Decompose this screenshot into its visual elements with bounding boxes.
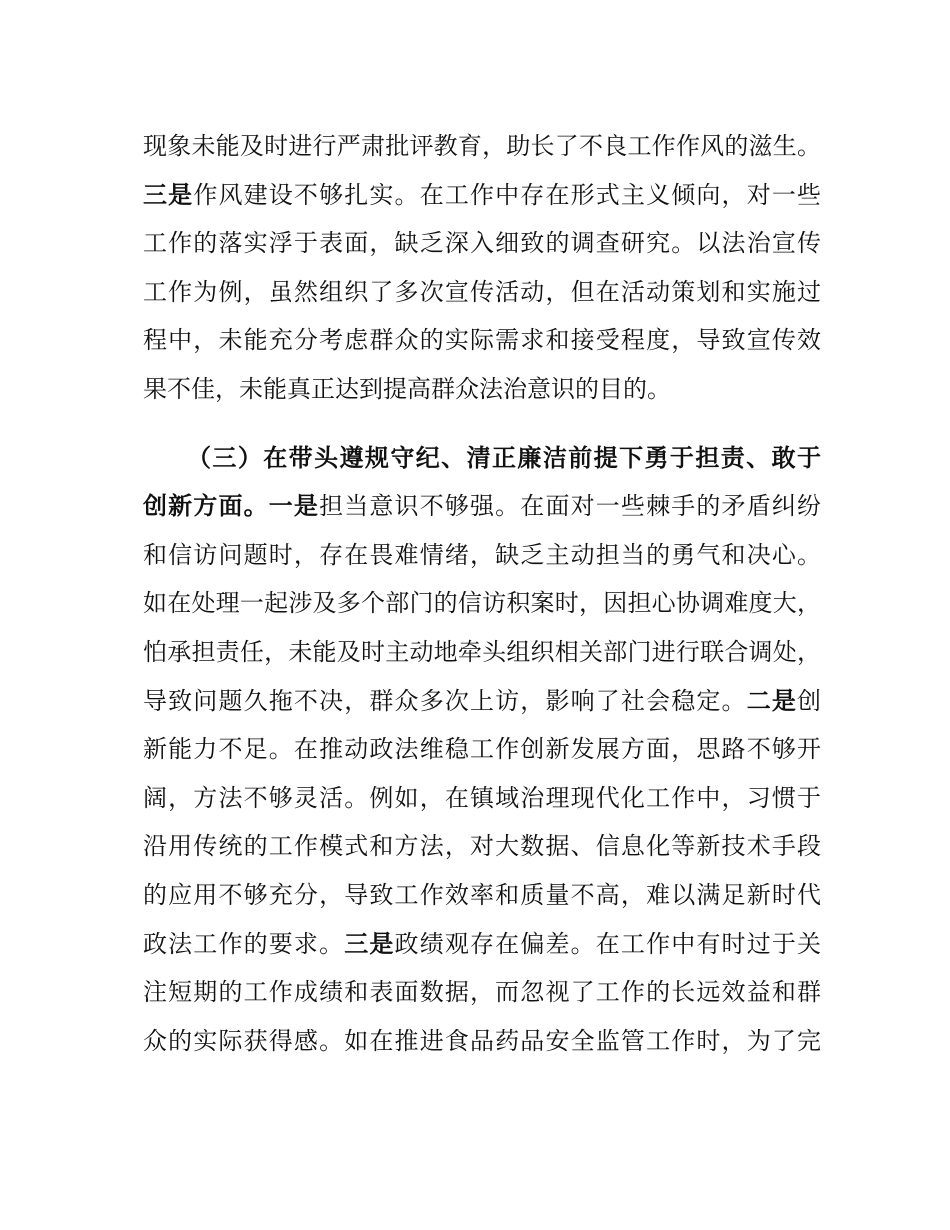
text-line xyxy=(143,219,821,268)
text-line xyxy=(143,268,821,317)
body-text: 果不佳，未能真正达到提高群众法治意识的目的。 xyxy=(143,374,671,403)
body-text: 沿用传统的工作模式和方法，对大数据、信息化等新技术手段 xyxy=(143,832,821,861)
text-line xyxy=(143,677,821,726)
text-line xyxy=(143,1017,821,1066)
text-line xyxy=(143,968,821,1017)
body-text: 担当意识不够强。在面对一些棘手的矛盾纠纷 xyxy=(319,492,821,521)
paragraph xyxy=(143,434,821,1066)
text-line xyxy=(143,628,821,677)
bold-text: 三是 xyxy=(344,929,395,958)
body-text: 工作的落实浮于表面，缺乏深入细致的调查研究。以法治宣传 xyxy=(143,229,821,258)
text-line xyxy=(143,531,821,580)
body-text: 导致问题久拖不决，群众多次上访，影响了社会稳定。 xyxy=(143,686,747,715)
text-line xyxy=(143,725,821,774)
body-text: 阔，方法不够灵活。例如，在镇域治理现代化工作中，习惯于 xyxy=(143,783,821,812)
body-text: 程中，未能充分考虑群众的实际需求和接受程度，导致宣传效 xyxy=(143,326,821,355)
document-page xyxy=(143,122,821,1065)
body-text: 众的实际获得感。如在推进食品药品安全监管工作时，为了完 xyxy=(143,1026,821,1055)
body-text: 作风建设不够扎实。在工作中存在形式主义倾向，对一些 xyxy=(193,180,822,209)
body-text: 新能力不足。在推动政法维稳工作创新发展方面，思路不够开 xyxy=(143,735,821,764)
bold-text: （三）在带头遵规守纪、清正廉洁前提下勇于担责、敢于 xyxy=(187,443,821,472)
body-text: 和信访问题时，存在畏难情绪，缺乏主动担当的勇气和决心。 xyxy=(143,540,821,569)
body-text: 创 xyxy=(797,686,822,715)
body-text: 如在处理一起涉及多个部门的信访积案时，因担心协调难度大， xyxy=(143,589,821,618)
bold-text: 三是 xyxy=(143,180,194,209)
text-line xyxy=(143,316,821,365)
body-text: 工作为例，虽然组织了多次宣传活动，但在活动策划和实施过 xyxy=(143,277,821,306)
text-line xyxy=(143,365,821,414)
body-text: 怕承担责任，未能及时主动地牵头组织相关部门进行联合调处， xyxy=(143,637,821,666)
text-line xyxy=(143,871,821,920)
body-text: 现象未能及时进行严肃批评教育，助长了不良工作作风的滋生。 xyxy=(143,132,821,160)
text-line xyxy=(143,774,821,823)
text-line xyxy=(143,122,821,171)
body-text: 的应用不够充分，导致工作效率和质量不高，难以满足新时代 xyxy=(143,880,821,909)
body-text: 政法工作的要求。 xyxy=(143,929,345,958)
bold-text: 创新方面。一是 xyxy=(143,492,320,521)
text-line xyxy=(143,579,821,628)
bold-text: 二是 xyxy=(746,686,798,715)
body-text: 注短期的工作成绩和表面数据，而忽视了工作的长远效益和群 xyxy=(143,978,821,1007)
text-line xyxy=(143,920,821,969)
text-line xyxy=(143,482,821,531)
text-line xyxy=(143,434,821,483)
body-text: 政绩观存在偏差。在工作中有时过于关 xyxy=(394,929,822,958)
paragraph xyxy=(143,122,821,414)
text-line xyxy=(143,822,821,871)
text-line xyxy=(143,171,821,220)
